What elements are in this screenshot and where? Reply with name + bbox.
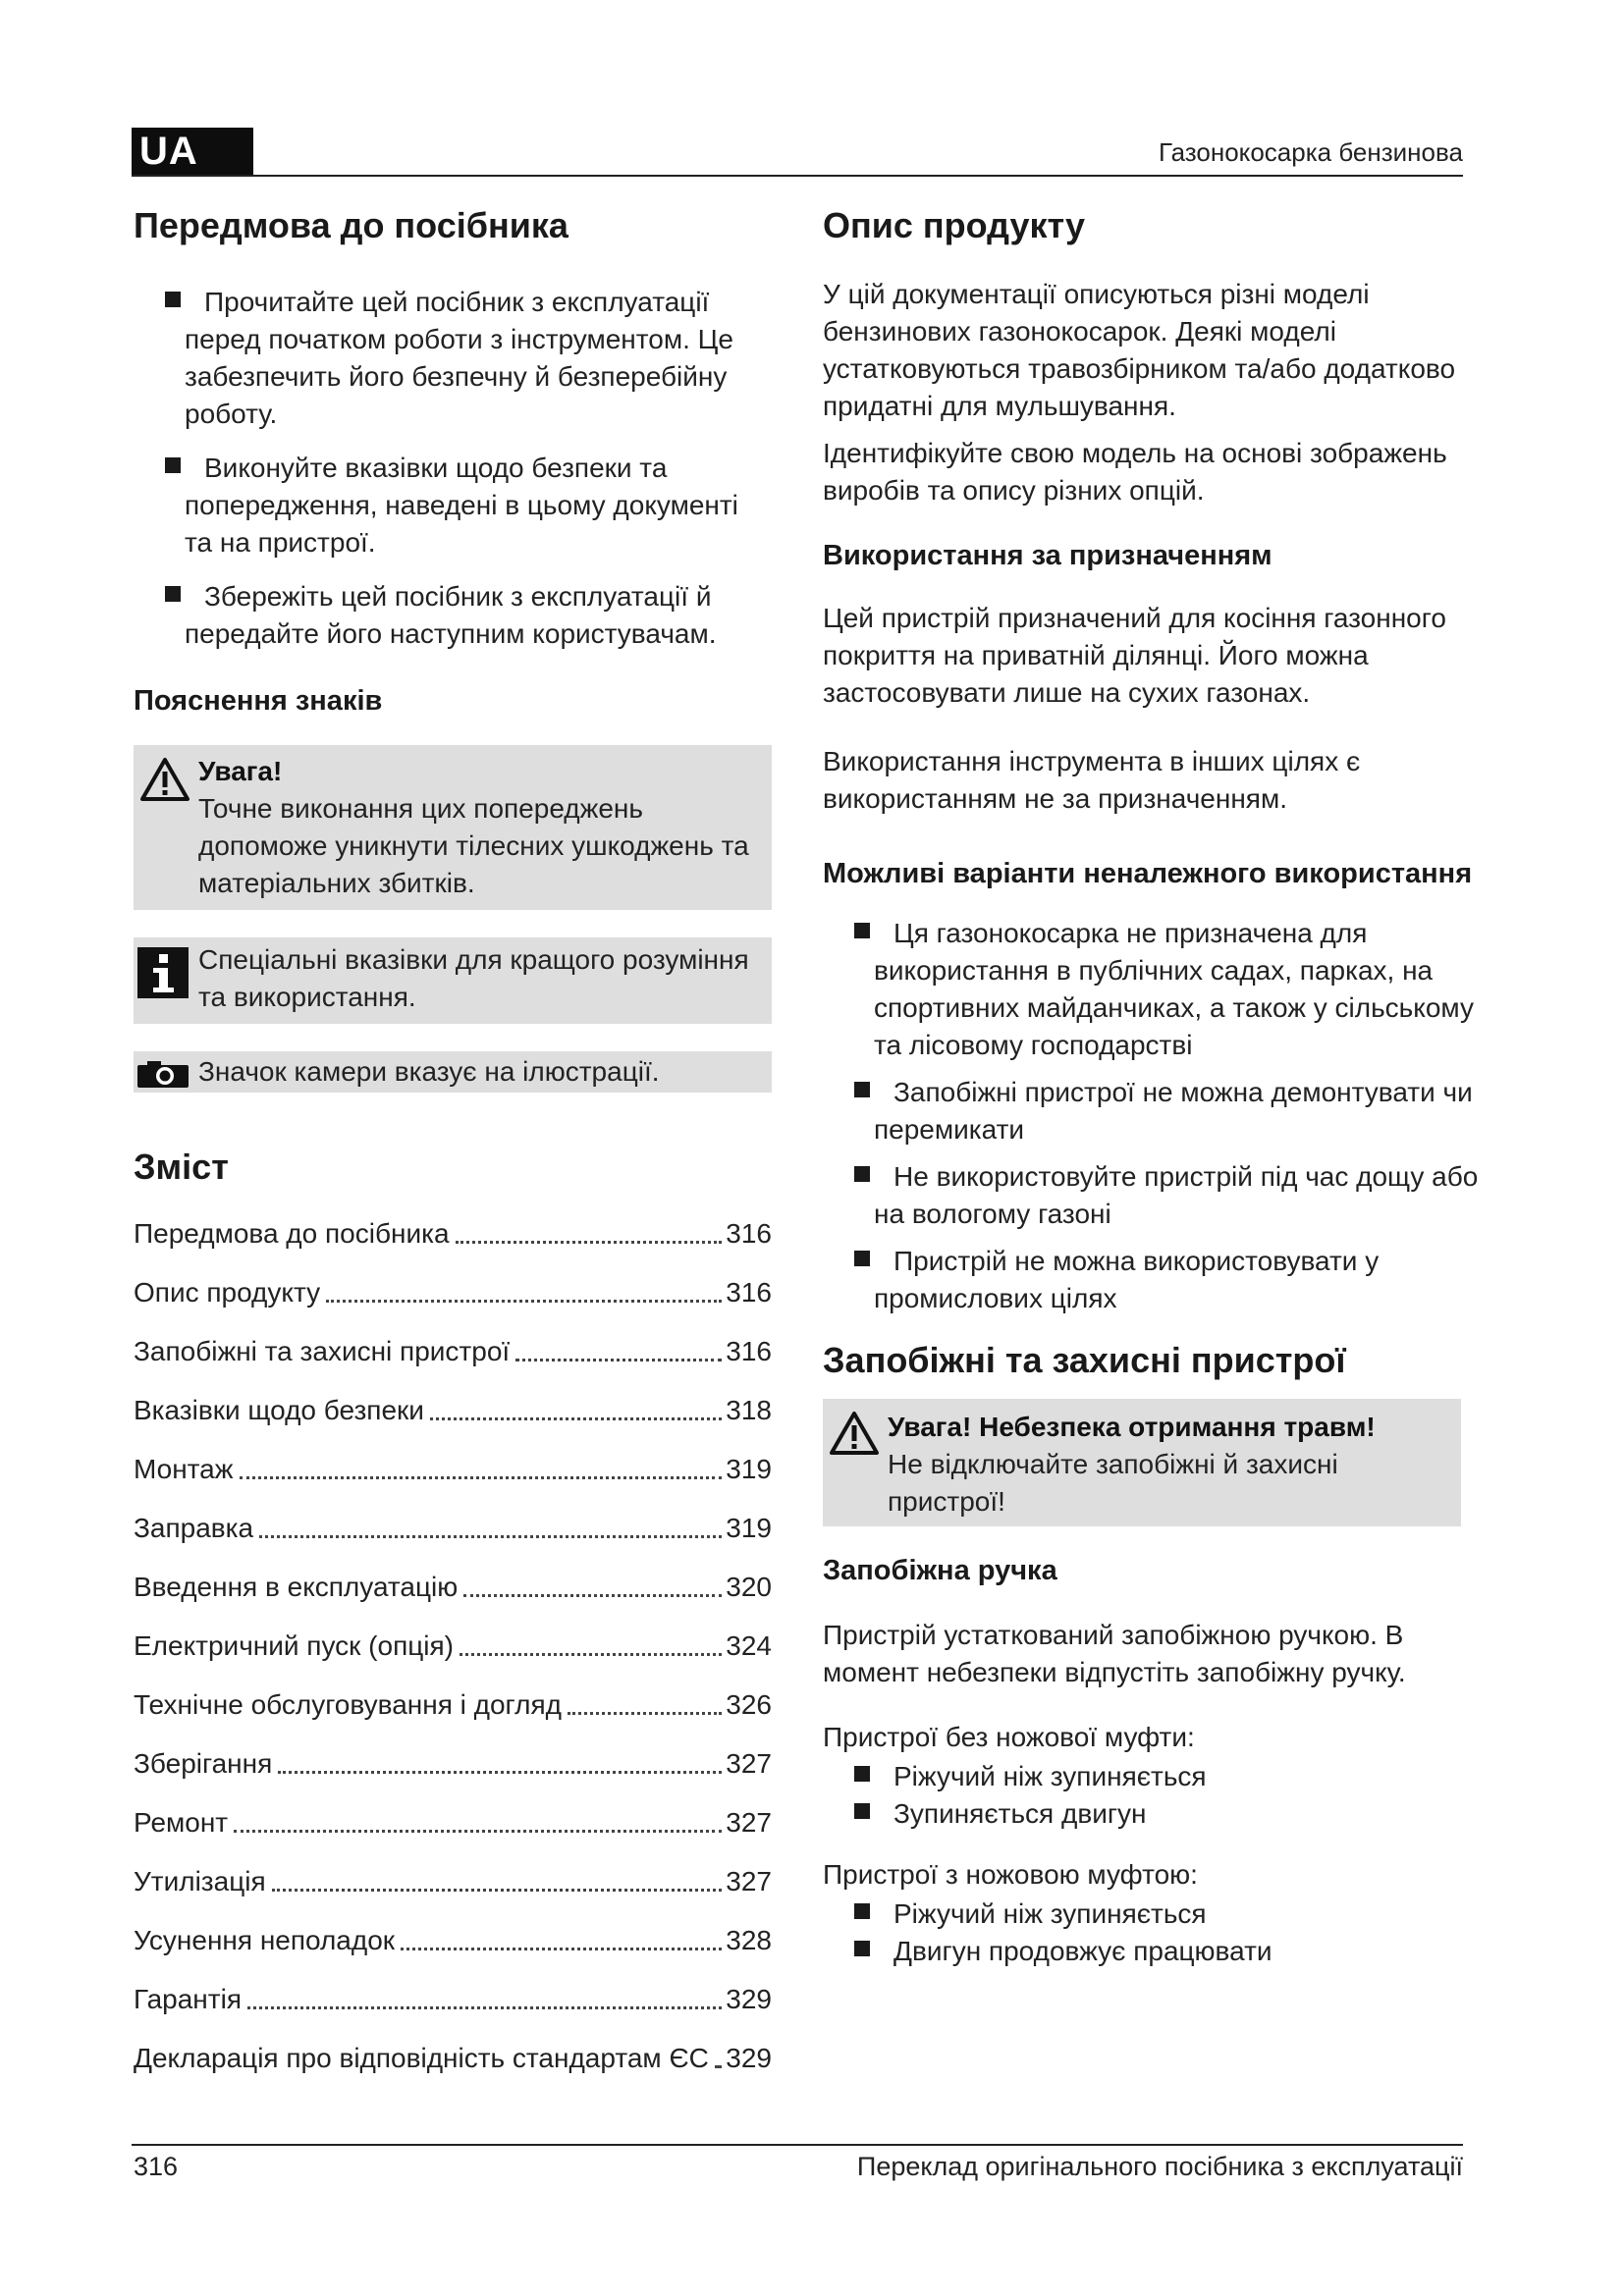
toc-row[interactable]: Декларація про відповідність стандартам ЄС 329 [134,2042,772,2073]
toc-leader [278,1771,722,1774]
camera-notice [134,1051,772,1093]
no-clutch-label: Пристрої без ножової муфти: [823,1721,1195,1752]
warning-text: Точне виконання цих попереджень допоможе уникнути тілесних ушкоджень та матеріальних збитків. [198,792,749,898]
safety-devices-heading: Запобіжні та захисні пристрої [823,1340,1346,1381]
product-heading: Опис продукту [823,205,1086,245]
bullet-square-icon [854,1082,870,1097]
toc-leader [259,1535,722,1538]
clutch-list [823,1896,1490,1970]
product-paragraph: У цій документації описуються різні моделі бензинових газонокосарок. Деякі моделі устатковуються травозбірником та/або додатково придатні для мульшування. [823,279,1456,422]
bullet-square-icon [165,457,181,473]
toc-leader [430,1417,722,1420]
footer-text: Переклад оригінального посібника з експлуатації [856,2152,1463,2181]
list-item: Прочитайте цей посібник з експлуатації перед початком роботи з інструментом. Це забезпечить його безпечну й безперебійну роботу. [134,284,772,433]
toc-leader [515,1359,722,1362]
misuse-list [823,915,1490,1317]
misuse-heading: Можливі варіанти неналежного використання [823,857,1473,889]
list-item: Ріжучий ніж зупиняється [823,1896,1490,1933]
bullet-square-icon [854,1166,870,1182]
toc-leader [240,1476,723,1479]
toc-heading: Зміст [134,1146,229,1187]
bullet-square-icon [165,292,181,307]
warning-title: Увага! [198,755,283,786]
toc-leader [272,1889,723,1892]
intended-use-paragraph: Використання інструмента в інших цілях є використанням не за призначенням. [823,745,1361,814]
toc-row[interactable]: Усунення неполадок 328 [134,1924,772,1955]
toc-leader [568,1712,722,1715]
toc-row[interactable]: Вказівки щодо безпеки 318 [134,1394,772,1425]
toc-leader [460,1653,722,1656]
bullet-square-icon [854,1766,870,1782]
toc-row[interactable]: Запобіжні та захисні пристрої 316 [134,1335,772,1366]
bullet-square-icon [854,1803,870,1819]
bullet-square-icon [854,923,870,938]
list-item: Пристрій не можна використовувати у промислових цілях [823,1243,1490,1317]
toc-row[interactable]: Утилізація 327 [134,1865,772,1896]
toc-row[interactable]: Заправка 319 [134,1512,772,1543]
list-item: Запобіжні пристрої не можна демонтувати чи перемикати [823,1074,1490,1148]
intended-use-paragraph: Цей пристрій призначений для косіння газонного покриття на приватній ділянці. Його можна застосовувати лише на сухих газонах. [823,602,1446,708]
header-title: Газонокосарка бензинова [1158,137,1463,167]
foreword-heading: Передмова до посібника [134,205,568,245]
language-badge: UA [132,128,253,175]
safety-handle-paragraph: Пристрій устаткований запобіжною ручкою. В момент небезпеки відпустіть запобіжну ручку. [823,1619,1406,1687]
list-item: Ріжучий ніж зупиняється [823,1758,1490,1795]
header-divider [132,175,1463,177]
list-item: Не використовуйте пристрій під час дощу або на вологому газоні [823,1158,1490,1233]
warning-triangle-icon [829,1411,880,1456]
toc-leader [234,1830,722,1833]
warning-text: Не відключайте запобіжні й захисні пристрої! [888,1449,1338,1518]
info-text: Спеціальні вказівки для кращого розуміння та використання. [198,943,749,1012]
footer-divider [132,2144,1463,2146]
info-icon [135,945,190,1000]
list-item: Двигун продовжує працювати [823,1933,1490,1970]
toc-row[interactable]: Монтаж 319 [134,1453,772,1484]
warning-triangle-icon [139,757,190,802]
intended-use-heading: Використання за призначенням [823,540,1272,572]
product-paragraph: Ідентифікуйте свою модель на основі зображень виробів та опису різних опцій. [823,438,1447,507]
bullet-square-icon [854,1251,870,1266]
safety-handle-heading: Запобіжна ручка [823,1555,1057,1587]
toc-leader [463,1594,722,1597]
toc-leader [456,1241,723,1244]
toc-row[interactable]: Передмова до посібника 316 [134,1217,772,1249]
toc-leader [326,1300,722,1303]
info-notice [134,937,772,1024]
camera-text: Значок камери вказує на ілюстрації. [198,1055,660,1087]
warning-title: Увага! Небезпека отримання травм! [888,1412,1376,1443]
list-item: Виконуйте вказівки щодо безпеки та попередження, наведені в цьому документі та на пристрої. [134,450,772,561]
left-column [134,194,772,2077]
toc-leader [715,2065,722,2068]
right-column [823,194,1490,1970]
bullet-square-icon [854,1941,870,1956]
toc-row[interactable]: Гарантія 329 [134,1983,772,2014]
foreword-list [134,284,772,653]
list-item: Збережіть цей посібник з експлуатації й передайте його наступним користувачам. [134,578,772,653]
page-number: 316 [134,2152,179,2181]
toc-row[interactable]: Зберігання 327 [134,1747,772,1779]
no-clutch-list [823,1758,1490,1833]
toc-row[interactable]: Технічне обслуговування і догляд 326 [134,1688,772,1720]
warning-notice [134,745,772,910]
signs-heading: Пояснення знаків [134,685,383,718]
toc-leader [401,1948,722,1950]
toc-leader [247,2006,722,2009]
injury-warning-notice [823,1399,1461,1526]
list-item: Зупиняється двигун [823,1795,1490,1833]
toc-row[interactable]: Ремонт 327 [134,1806,772,1838]
bullet-square-icon [854,1903,870,1919]
toc-list [134,1194,772,2077]
clutch-label: Пристрої з ножовою муфтою: [823,1858,1198,1890]
camera-icon [135,1059,190,1089]
list-item: Ця газонокосарка не призначена для використання в публічних садах, парках, на спортивних майданчиках, а також у сільському та лісовому господарстві [823,915,1490,1064]
bullet-square-icon [165,586,181,602]
toc-row[interactable]: Введення в експлуатацію 320 [134,1571,772,1602]
toc-row[interactable]: Опис продукту 316 [134,1276,772,1308]
toc-row[interactable]: Електричний пуск (опція) 324 [134,1629,772,1661]
